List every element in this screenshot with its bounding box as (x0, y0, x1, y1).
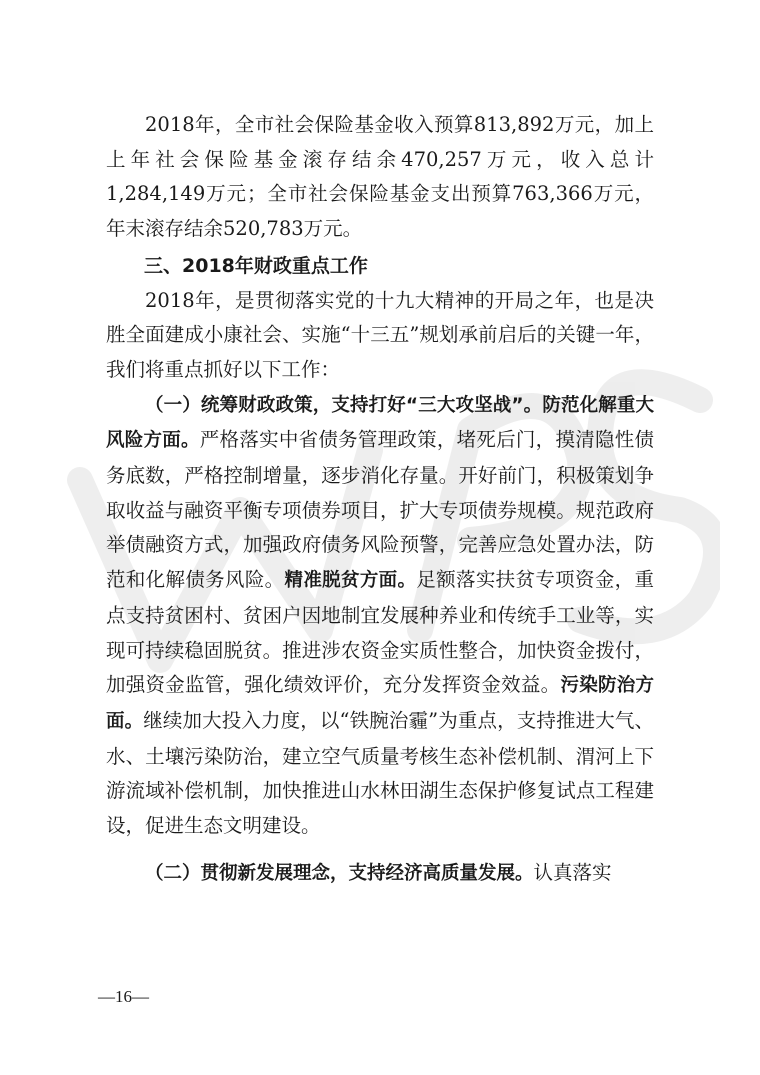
section-1-text-pollution: 继续加大投入力度，以“铁腕治霾”为重点，支持推进大气、水、土壤污染防治，建立空气质量考核生态补偿机制、渭河上下游流域补偿机制，加快推进山水林田湖生态保护修复试点工程建设，促进生态文明建设。 (106, 708, 654, 838)
section-1-lead-poverty: 精准脱贫方面。 (284, 570, 417, 592)
paragraph-section-1 (106, 388, 654, 844)
page-number: —16— (98, 987, 149, 1006)
section-2-title: （二）贯彻新发展理念，支持经济高质量发展。 (145, 862, 534, 884)
section-1-lead-pollution: 污染防治方面。 (106, 675, 654, 732)
document-body (106, 108, 654, 891)
section-1-text-poverty: 足额落实扶贫专项资金，重点支持贫困村、贫困户因地制宜发展种养业和传统手工业等，实现可持续稳固脱贫。推进涉农资金实质性整合，加快资金拨付，加强资金监管，强化绩效评价，充分发挥资金效益。 (106, 568, 654, 697)
section-1-title: （一）统筹财政政策，支持打好“三大攻坚战”。 (145, 394, 543, 416)
paragraph-section-2 (106, 856, 654, 892)
section-1-lead-risk: 防范化解重大风险方面。 (106, 394, 654, 452)
paragraph-social-insurance: 2018年，全市社会保险基金收入预算813,892万元，加上上年社会保险基金滚存结余470,257万元，收入总计1,284,149万元；全市社会保险基金支出预算763,366万元，年末滚存结余520,783万元。 (106, 113, 654, 241)
section-2-text: 认真落实 (533, 860, 612, 884)
paragraph-intro: 2018年，是贯彻落实党的十九大精神的开局之年，也是决胜全面建成小康社会、实施“十三五”规划承前启后的关键一年，我们将重点抓好以下工作： (106, 288, 654, 381)
section-1-text-risk: 严格落实中省债务管理政策，堵死后门，摸清隐性债务底数，严格控制增量，逐步消化存量。开好前门，积极策划争取收益与融资平衡专项债券项目，扩大专项债券规模。规范政府举债融资方式，加强政府债务风险预警，完善应急处置办法，防范和化解债务风险。 (106, 428, 654, 592)
section-heading-2018-key-work: 三、2018年财政重点工作 (144, 254, 368, 277)
